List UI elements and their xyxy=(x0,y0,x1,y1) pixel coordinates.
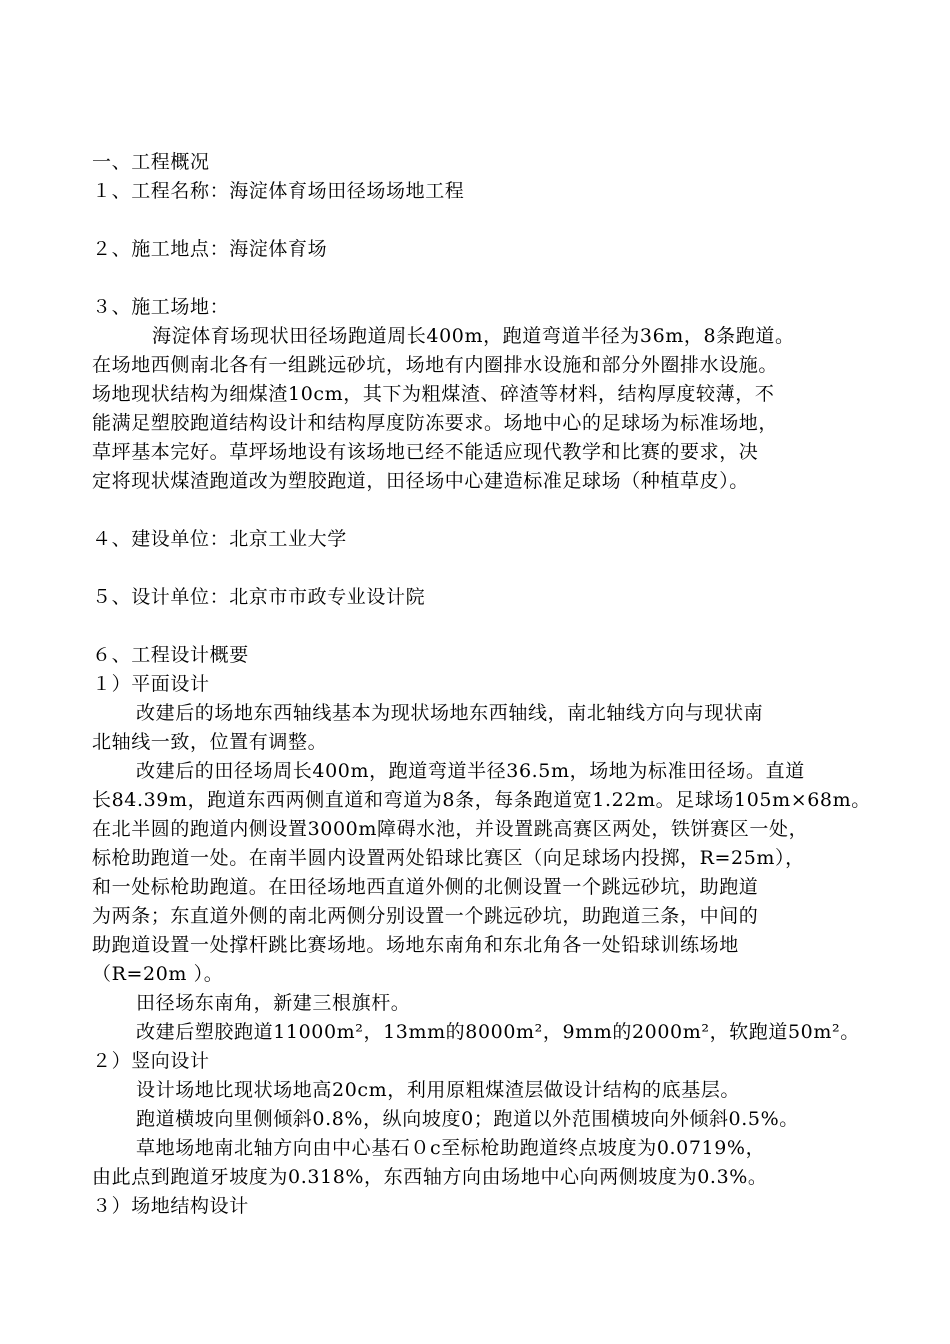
plan-paragraph-line: 在北半圆的跑道内侧设置3000m障碍水池，并设置跳高赛区两处，铁饼赛区一处， xyxy=(92,818,809,840)
plan-paragraph-line: 改建后的场地东西轴线基本为现状场地东西轴线，南北轴线方向与现状南 xyxy=(136,702,764,724)
blank-line xyxy=(92,264,872,293)
site-paragraph-line: 海淀体育场现状田径场跑道周长400m，跑道弯道半径为36m，8条跑道。 xyxy=(152,325,795,347)
blank-line xyxy=(92,554,872,583)
plan-paragraph-line: 标枪助跑道一处。在南半圆内设置两处铅球比赛区（向足球场内投掷，R=25m）， xyxy=(92,847,805,869)
track-area-line: 改建后塑胶跑道11000m²，13mm的8000m²，9mm的2000m²，软跑道50m²。 xyxy=(136,1021,860,1043)
construction-site-heading: ３、施工场地： xyxy=(92,296,230,318)
blank-line xyxy=(92,496,872,525)
construction-location: ２、施工地点：海淀体育场 xyxy=(92,238,328,260)
plan-paragraph-line: 和一处标枪助跑道。在田径场地西直道外侧的北侧设置一个跳远砂坑，助跑道 xyxy=(92,876,759,898)
site-paragraph-line: 定将现状煤渣跑道改为塑胶跑道，田径场中心建造标准足球场（种植草皮）。 xyxy=(92,470,749,492)
plan-paragraph-line: 北轴线一致，位置有调整。 xyxy=(92,731,328,753)
document-page xyxy=(92,148,872,1221)
site-paragraph-line: 能满足塑胶跑道结构设计和结构厚度防冻要求。场地中心的足球场为标准场地， xyxy=(92,412,779,434)
plan-paragraph-line: 改建后的田径场周长400m，跑道弯道半径36.5m，场地为标准田径场。直道 xyxy=(136,760,805,782)
blank-line xyxy=(92,206,872,235)
blank-line xyxy=(92,612,872,641)
structure-design-heading: ３）场地结构设计 xyxy=(92,1195,249,1217)
flagpole-line: 田径场东南角，新建三根旗杆。 xyxy=(136,992,411,1014)
site-paragraph-line: 草坪基本完好。草坪场地设有该场地已经不能适应现代教学和比赛的要求，决 xyxy=(92,441,759,463)
plan-paragraph-line: （R=20m ）。 xyxy=(92,963,224,985)
site-paragraph-line: 在场地西侧南北各有一组跳远砂坑，场地有内圈排水设施和部分外圈排水设施。 xyxy=(92,354,779,376)
vertical-paragraph-line: 跑道横坡向里侧倾斜0.8%，纵向坡度0；跑道以外范围横坡向外倾斜0.5%。 xyxy=(136,1108,799,1130)
project-name: １、工程名称：海淀体育场田径场场地工程 xyxy=(92,180,465,202)
vertical-design-heading: ２）竖向设计 xyxy=(92,1050,210,1072)
site-paragraph-line: 场地现状结构为细煤渣10cm，其下为粗煤渣、碎渣等材料，结构厚度较薄，不 xyxy=(92,383,775,405)
plan-paragraph-line: 长84.39m，跑道东西两侧直道和弯道为8条，每条跑道宽1.22m。足球场105m×68m。 xyxy=(92,789,871,811)
vertical-paragraph-line: 由此点到跑道牙坡度为0.318%，东西轴方向由场地中心向两侧坡度为0.3%。 xyxy=(92,1166,768,1188)
plan-design-heading: １）平面设计 xyxy=(92,673,210,695)
vertical-paragraph-line: 草地场地南北轴方向由中心基石０c至标枪助跑道终点坡度为0.0719%， xyxy=(136,1137,766,1159)
design-unit: ５、设计单位：北京市市政专业设计院 xyxy=(92,586,426,608)
plan-paragraph-line: 为两条；东直道外侧的南北两侧分别设置一个跳远砂坑，助跑道三条，中间的 xyxy=(92,905,759,927)
section-title: 一、工程概况 xyxy=(92,151,210,173)
client-unit: ４、建设单位：北京工业大学 xyxy=(92,528,347,550)
plan-paragraph-line: 助跑道设置一处撑杆跳比赛场地。场地东南角和东北角各一处铅球训练场地 xyxy=(92,934,739,956)
design-summary-heading: ６、工程设计概要 xyxy=(92,644,249,666)
vertical-paragraph-line: 设计场地比现状场地高20cm，利用原粗煤渣层做设计结构的底基层。 xyxy=(136,1079,741,1101)
